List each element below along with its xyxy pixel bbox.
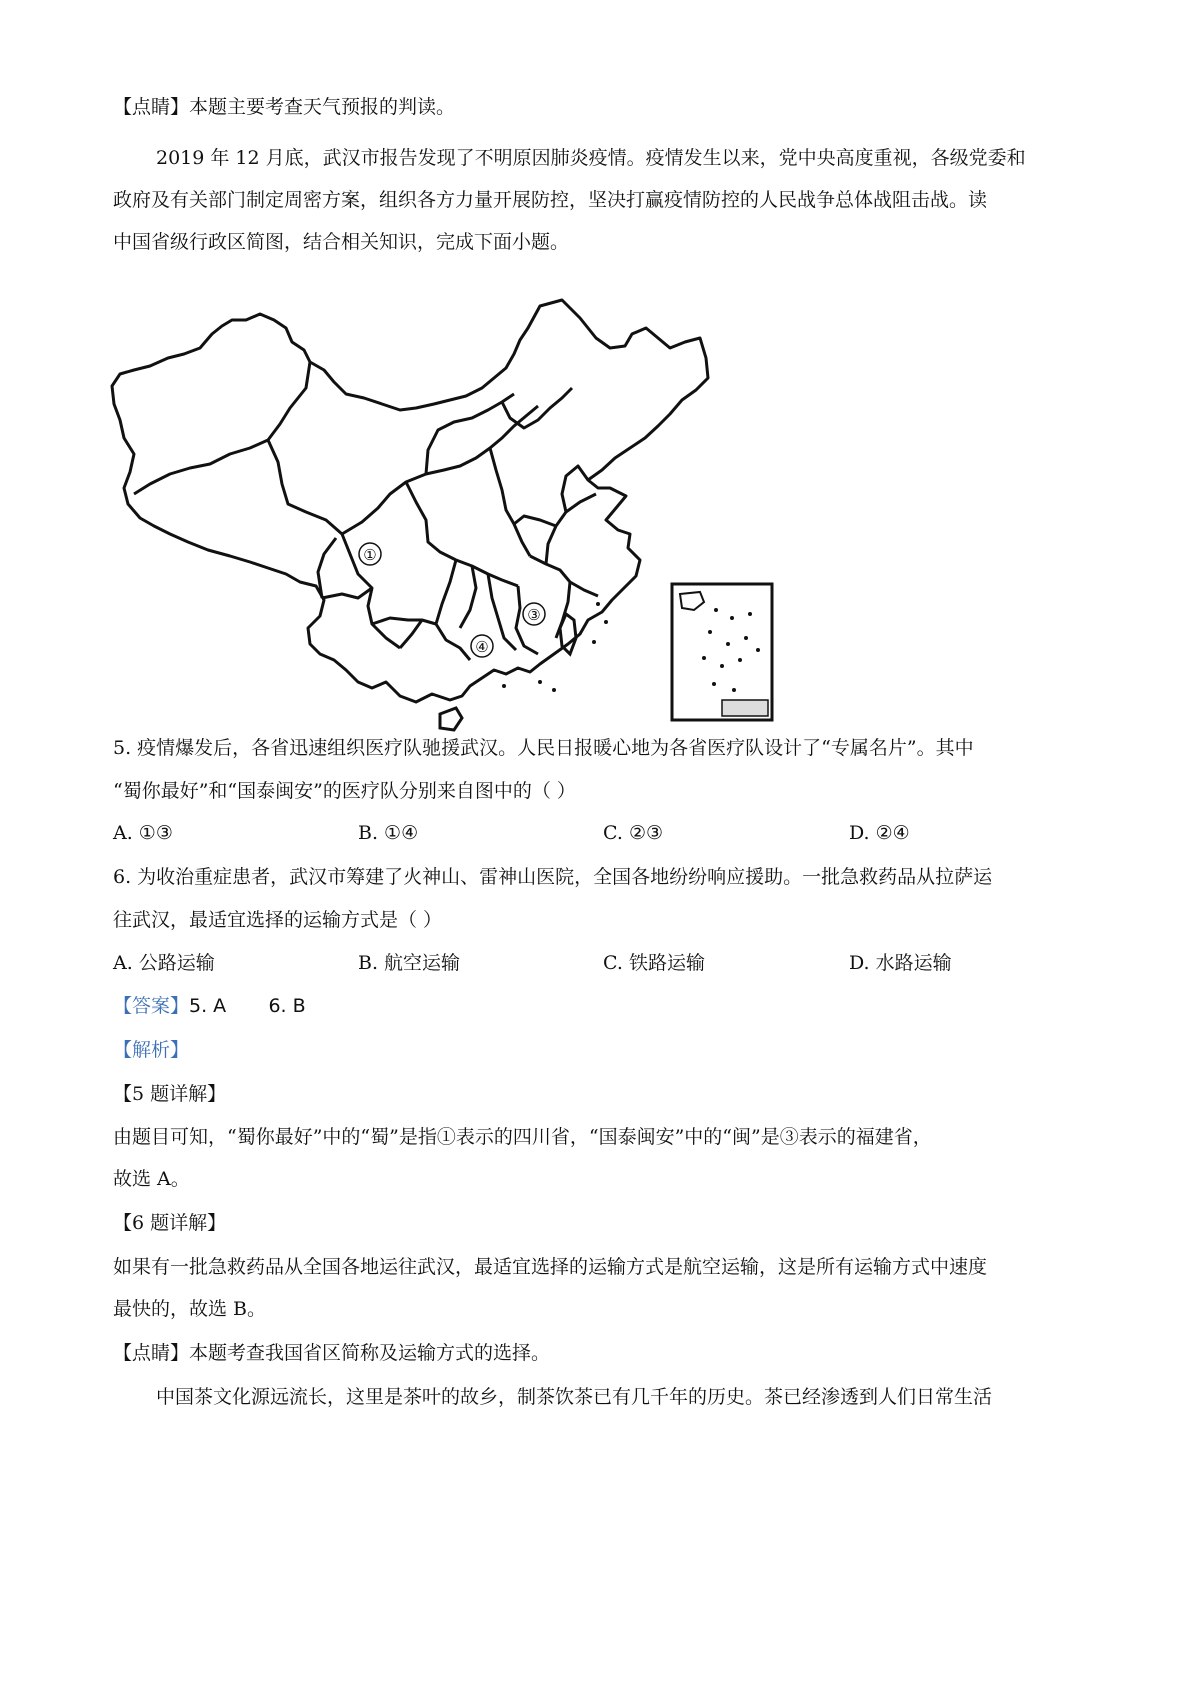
q5-stem-line-2: “蜀你最好”和“国泰闽安”的医疗队分别来自图中的（ ） xyxy=(113,780,576,802)
detail-5-line-1: 由题目可知，“蜀你最好”中的“蜀”是指①表示的四川省，“国泰闽安”中的“闽”是③表示的福建省， xyxy=(113,1126,932,1148)
intro-line-3: 中国省级行政区简图，结合相关知识，完成下面小题。 xyxy=(113,231,570,253)
intro-line-2: 政府及有关部门制定周密方案，组织各方力量开展防控，坚决打赢疫情防控的人民战争总体战阻击战。读 xyxy=(113,189,988,211)
map-label-4: ④ xyxy=(475,638,489,656)
map-label-3: ③ xyxy=(527,606,541,624)
q6-option-a: A. 公路运输 xyxy=(113,952,215,974)
q5-stem-line-1: 5. 疫情爆发后，各省迅速组织医疗队驰援武汉。人民日报暖心地为各省医疗队设计了“专属名片”。其中 xyxy=(113,737,974,759)
q5-option-c: C. ②③ xyxy=(603,822,664,844)
answer-label: 【答案】 xyxy=(113,995,190,1017)
answer-text: 5. A 6. B xyxy=(189,995,306,1017)
q6-stem-line-1: 6. 为收治重症患者，武汉市筹建了火神山、雷神山医院，全国各地纷纷响应援助。一批急救药品从拉萨运 xyxy=(113,866,993,888)
intro-line-1: 2019 年 12 月底，武汉市报告发现了不明原因肺炎疫情。疫情发生以来，党中央高度重视，各级党委和 xyxy=(156,147,1026,169)
q6-option-b: B. 航空运输 xyxy=(358,952,461,974)
q6-option-c: C. 铁路运输 xyxy=(603,952,705,974)
china-province-map xyxy=(110,298,800,780)
q6-stem-line-2: 往武汉，最适宜选择的运输方式是（ ） xyxy=(113,909,443,931)
map-label-1: ① xyxy=(363,546,377,564)
south-china-sea-inset xyxy=(672,584,772,720)
analysis-label: 【解析】 xyxy=(113,1039,190,1061)
taiwan-shape xyxy=(560,614,576,654)
comment-weather: 【点睛】本题主要考查天气预报的判读。 xyxy=(113,96,456,118)
label-3-marker xyxy=(523,603,545,625)
detail-6-line-2: 最快的，故选 B。 xyxy=(113,1298,267,1320)
tea-paragraph-line-1: 中国茶文化源远流长，这里是茶叶的故乡，制茶饮茶已有几千年的历史。茶已经渗透到人们日常生活 xyxy=(156,1386,993,1408)
label-4-marker xyxy=(471,635,493,657)
detail-5-title: 【5 题详解】 xyxy=(113,1083,227,1105)
comment-province: 【点睛】本题考查我国省区简称及运输方式的选择。 xyxy=(113,1342,551,1364)
q5-option-d: D. ②④ xyxy=(849,822,910,844)
hainan-shape xyxy=(440,708,462,730)
detail-6-title: 【6 题详解】 xyxy=(113,1212,227,1234)
map-outline xyxy=(112,300,708,702)
q5-option-b: B. ①④ xyxy=(358,822,419,844)
q6-option-d: D. 水路运输 xyxy=(849,952,952,974)
label-1-marker xyxy=(359,543,381,565)
answer-line xyxy=(113,991,306,1021)
detail-6-line-1: 如果有一批急救药品从全国各地运往武汉，最适宜选择的运输方式是航空运输，这是所有运输方式中速度 xyxy=(113,1256,988,1278)
detail-5-line-2: 故选 A。 xyxy=(113,1168,190,1190)
q5-option-a: A. ①③ xyxy=(113,822,173,844)
